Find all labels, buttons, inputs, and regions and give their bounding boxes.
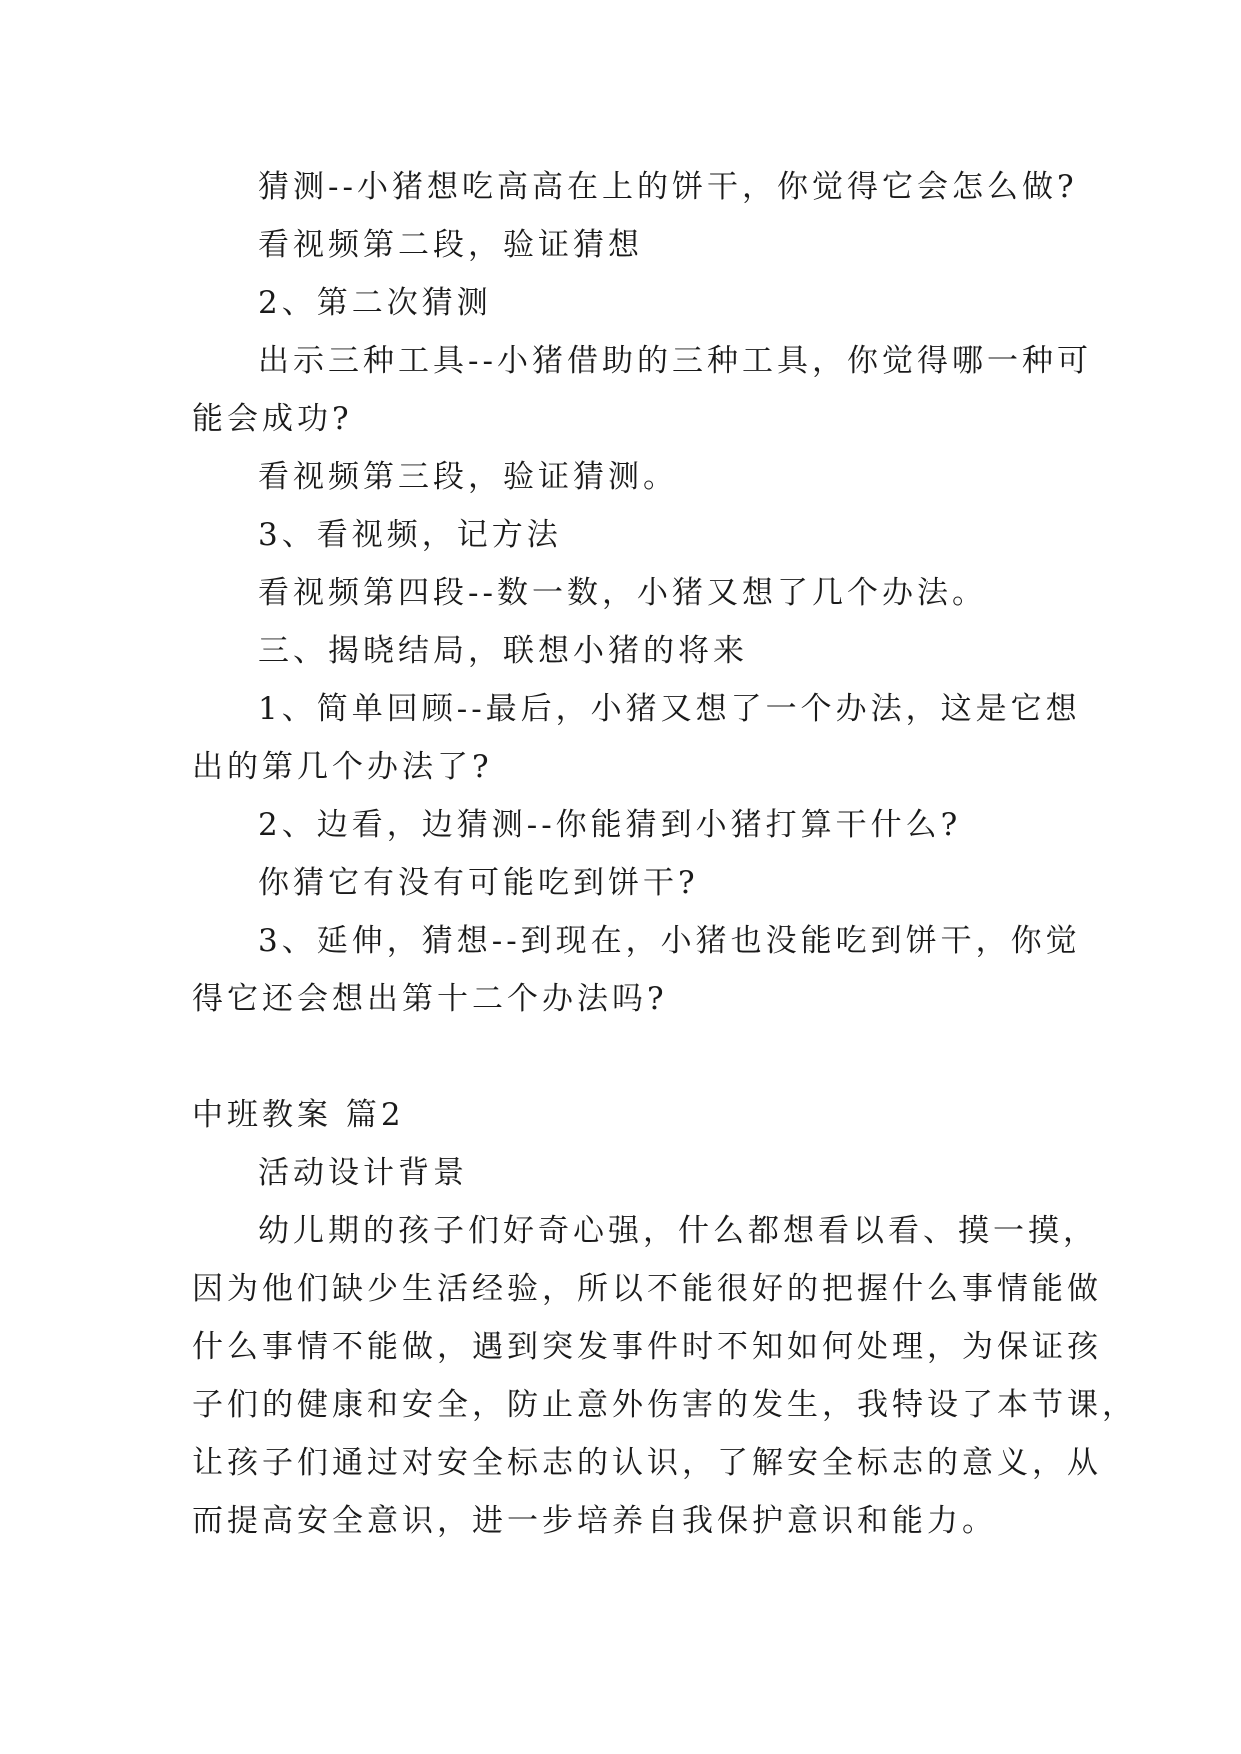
paragraph-line: 看视频第四段--数一数，小猪又想了几个办法。 [258,575,987,611]
article-title: 中班教案 篇2 [192,1097,405,1133]
paragraph-line: 而提高安全意识，进一步培养自我保护意识和能力。 [192,1503,997,1539]
paragraph-line: 看视频第三段，验证猜测。 [258,459,678,495]
step-heading: 3、看视频，记方法 [258,517,562,553]
paragraph-line: 让孩子们通过对安全标志的认识，了解安全标志的意义，从 [192,1445,1102,1481]
paragraph-line: 得它还会想出第十二个办法吗? [192,981,668,1017]
paragraph-line: 你猜它有没有可能吃到饼干? [258,865,699,901]
paragraph-line: 出的第几个办法了? [192,749,493,785]
step-heading: 2、第二次猜测 [258,285,492,321]
paragraph-line: 猜测--小猪想吃高高在上的饼干，你觉得它会怎么做? [258,169,1078,205]
paragraph-line: 幼儿期的孩子们好奇心强，什么都想看以看、摸一摸， [258,1213,1098,1249]
section-heading: 三、揭晓结局，联想小猪的将来 [258,633,748,669]
paragraph-line: 1、简单回顾--最后，小猪又想了一个办法，这是它想 [258,691,1081,727]
paragraph-line: 因为他们缺少生活经验，所以不能很好的把握什么事情能做 [192,1271,1102,1307]
paragraph-line: 能会成功? [192,401,353,437]
subsection-heading: 活动设计背景 [258,1155,468,1191]
paragraph-line: 2、边看，边猜测--你能猜到小猪打算干什么? [258,807,962,843]
paragraph-line: 看视频第二段，验证猜想 [258,227,643,263]
paragraph-line: 3、延伸，猜想--到现在，小猪也没能吃到饼干，你觉 [258,923,1081,959]
paragraph-line: 子们的健康和安全，防止意外伤害的发生，我特设了本节课， [192,1387,1137,1423]
paragraph-line: 什么事情不能做，遇到突发事件时不知如何处理，为保证孩 [192,1329,1102,1365]
paragraph-line: 出示三种工具--小猪借助的三种工具，你觉得哪一种可 [258,343,1092,379]
